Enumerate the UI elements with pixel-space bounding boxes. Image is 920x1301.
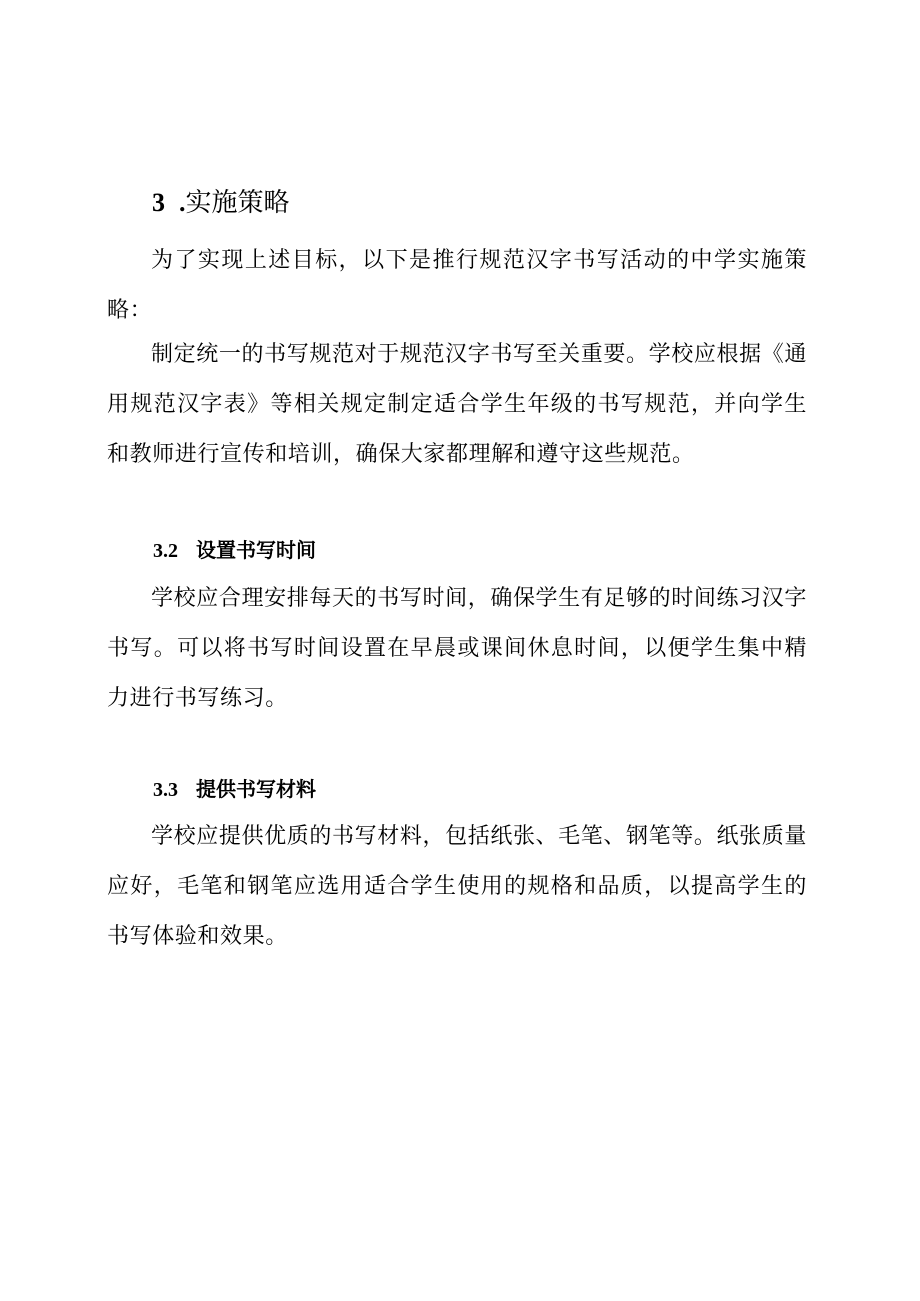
- intro-paragraph: 为了实现上述目标，以下是推行规范汉字书写活动的中学实施策略：: [107, 248, 807, 323]
- section-heading: [152, 185, 290, 221]
- paragraph-writing-standards: 制定统一的书写规范对于规范汉字书写至关重要。学校应根据《通用规范汉字表》等相关规定制定适合学生年级的书写规范，并向学生和教师进行宣传和培训，确保大家都理解和遵守这些规范。: [107, 342, 807, 467]
- section-dot: .: [179, 188, 186, 218]
- section-title-text: 实施策略: [185, 188, 290, 219]
- subsection-heading-3-2: [153, 535, 316, 566]
- subsection-number: 3.3: [153, 779, 178, 801]
- subsection-title: 提供书写材料: [196, 777, 316, 801]
- section-number: 3: [152, 188, 165, 218]
- subsection-heading-3-3: [153, 774, 316, 805]
- paragraph-writing-materials: 学校应提供优质的书写材料，包括纸张、毛笔、钢笔等。纸张质量应好，毛笔和钢笔应选用适合学生使用的规格和品质，以提高学生的书写体验和效果。: [107, 824, 807, 949]
- paragraph-writing-time: 学校应合理安排每天的书写时间，确保学生有足够的时间练习汉字书写。可以将书写时间设置在早晨或课间休息时间，以便学生集中精力进行书写练习。: [107, 586, 807, 711]
- subsection-number: 3.2: [153, 540, 178, 562]
- subsection-title: 设置书写时间: [196, 538, 316, 562]
